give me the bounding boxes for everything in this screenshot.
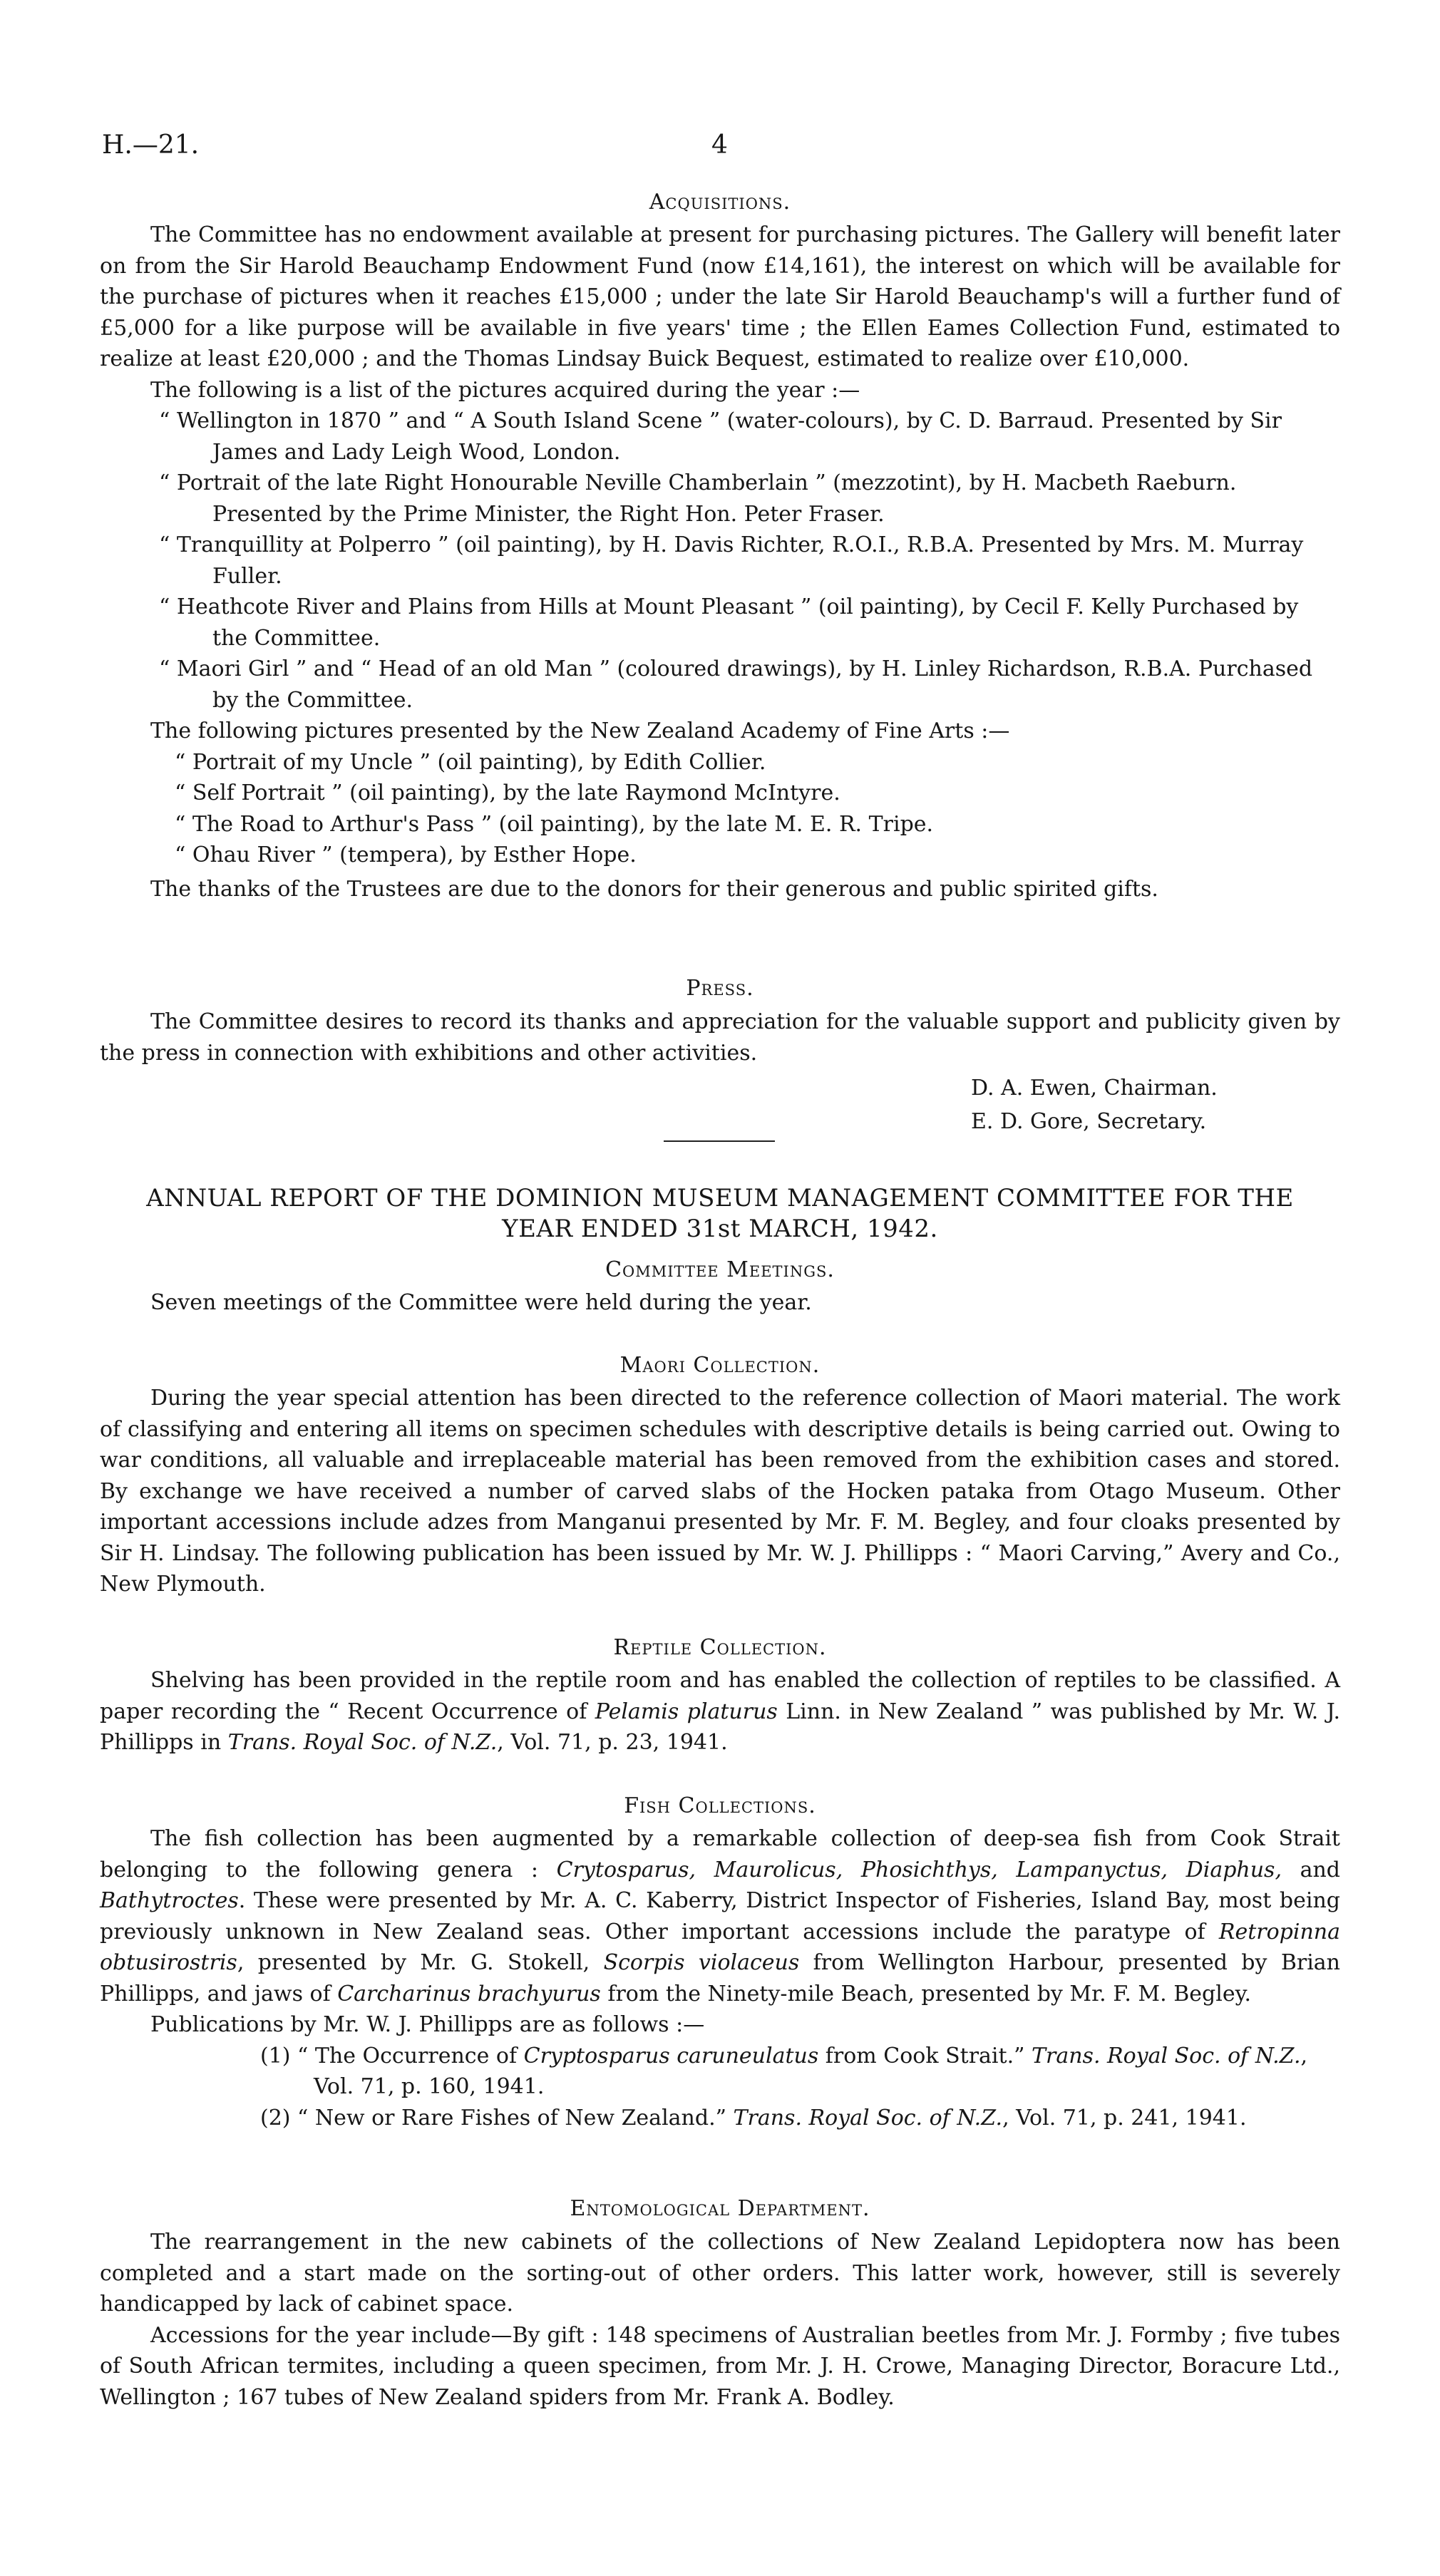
journal-name: Trans. Royal Soc. of N.Z. — [227, 1730, 498, 1755]
maori-section — [100, 1383, 1340, 1600]
report-code: H.—21. — [102, 130, 200, 160]
acquisitions-heading: Acquisitions. — [649, 190, 791, 215]
species-name: Cryptosparus caruneulatus — [523, 2043, 819, 2068]
picture-item: “ Portrait of the late Right Honourable Neville Chamberlain ” (mezzotint), by H. Macbeth Raeburn. Presented by the Prime Minister, the Right Hon. Peter Fraser. — [159, 470, 1237, 527]
entomology-paragraph: The rearrangement in the new cabinets of the collections of New Zealand Lepidoptera now has been completed and a start made on the sorting-out of other orders. This latter work, however, still is severely handicapped by lack of cabinet space. — [100, 2230, 1340, 2317]
reptile-paragraph: Shelving has been provided in the reptile room and has enabled the collection of reptiles to be classified. A paper recording the “ Recent Occurrence of Pelamis platurus Linn. in New Zealand ” was published by Mr. W. J. Phillipps in Trans. Royal Soc. of N.Z., Vol. 71, p. 23, 1941. — [100, 1668, 1340, 1755]
reptile-section — [100, 1665, 1340, 1758]
press-paragraph: The Committee desires to record its thanks and appreciation for the valuable support and publicity given by the press in connection with exhibitions and other activities. — [100, 1009, 1340, 1066]
academy-picture-item: “ Portrait of my Uncle ” (oil painting), by Edith Collier. — [175, 749, 766, 775]
reptile-heading: Reptile Collection. — [613, 1635, 827, 1660]
picture-item: “ Tranquillity at Polperro ” (oil painting), by H. Davis Richter, R.O.I., R.B.A. Presented by Mrs. M. Murray Fuller. — [159, 532, 1304, 589]
genera-list: Crytosparus, Maurolicus, Phosichthys, Lampanyctus, Diaphus, — [556, 1857, 1282, 1882]
picture-item: “ Heathcote River and Plains from Hills at Mount Pleasant ” (oil painting), by Cecil F. Kelly Purchased by the Committee. — [159, 594, 1299, 651]
accessions-paragraph: Accessions for the year include—By gift : 148 specimens of Australian beetles from Mr. J. Formby ; five tubes of South African termites, including a queen specimen, from Mr. J. H. Crowe, Managing Director, Boracure Ltd., Wellington ; 167 tubes of New Zealand spiders from Mr. Frank A. Bodley. — [100, 2322, 1340, 2410]
publication-item: (2) “ New or Rare Fishes of New Zealand.” Trans. Royal Soc. of N.Z., Vol. 71, p. 241, 1941. — [260, 2105, 1247, 2131]
thanks-paragraph: The thanks of the Trustees are due to the donors for their generous and public spirited gifts. — [150, 876, 1158, 902]
report-title-line-2: YEAR ENDED 31st MARCH, 1942. — [502, 1215, 938, 1243]
species-name: Scorpis violaceus — [603, 1950, 800, 1975]
academy-picture-item: “ Self Portrait ” (oil painting), by the late Raymond McIntyre. — [175, 780, 840, 805]
species-name: Carcharinus brachyurus — [337, 1981, 601, 2006]
page-number: 4 — [711, 130, 728, 160]
species-name: Pelamis platurus — [595, 1699, 778, 1724]
maori-heading: Maori Collection. — [619, 1353, 821, 1378]
academy-picture-item: “ Ohau River ” (tempera), by Esther Hope. — [175, 843, 637, 867]
press-section — [100, 1006, 1340, 1068]
report-title-line-1: ANNUAL REPORT OF THE DOMINION MUSEUM MANAGEMENT COMMITTEE FOR THE — [146, 1184, 1294, 1212]
publication-item: (1) “ The Occurrence of Cryptosparus caruneulatus from Cook Strait.” Trans. Royal Soc. of N.Z., Vol. 71, p. 160, 1941. — [260, 2043, 1308, 2099]
genus-name: Bathytroctes — [100, 1888, 239, 1913]
fish-paragraph: The fish collection has been augmented by a remarkable collection of deep-sea fish from Cook Strait belonging to the following genera : Crytosparus, Maurolicus, Phosichthys, Lampanyctus, Diaphus, and Bathytroctes. These were presented by Mr. A. C. Kaberry, District Inspector of Fisheries, Island Bay, most being previously unknown in New Zealand seas. Other important accessions include the paratype of Retropinna obtusirostris, presented by Mr. G. Stokell, Scorpis violaceus from Wellington Harbour, presented by Brian Phillipps, and jaws of Carcharinus brachyurus from the Ninety-mile Beach, presented by Mr. F. M. Begley. — [100, 1826, 1341, 2006]
section-divider — [664, 1140, 775, 1142]
entomology-section — [100, 2227, 1340, 2413]
academy-intro: The following pictures presented by the New Zealand Academy of Fine Arts :— — [150, 718, 1010, 743]
entomology-heading: Entomological Department. — [570, 2196, 870, 2221]
species-name: Retropinna obtusirostris — [100, 1919, 1340, 1975]
press-heading: Press. — [686, 976, 754, 1001]
chairman-signature: D. A. Ewen, Chairman. — [971, 1076, 1218, 1101]
journal-name: Trans. Royal Soc. of N.Z. — [1031, 2043, 1301, 2068]
meetings-paragraph: Seven meetings of the Committee were held during the year. — [150, 1290, 812, 1315]
fish-heading: Fish Collections. — [624, 1793, 816, 1818]
publications-intro: Publications by Mr. W. J. Phillipps are as follows :— — [150, 2012, 705, 2037]
maori-paragraph: During the year special attention has been directed to the reference collection of Maori material. The work of classifying and entering all items on specimen schedules with descriptive details is being carried out. Owing to war conditions, all valuable and irreplaceable material has been removed from the exhibition cases and stored. By exchange we have received a number of carved slabs of the Hocken pataka from Otago Museum. Other important accessions include adzes from Manganui presented by Mr. F. M. Begley, and four cloaks presented by Sir H. Lindsay. The following publication has been issued by Mr. W. J. Phillipps : “ Maori Carving,” Avery and Co., New Plymouth. — [100, 1386, 1340, 1597]
academy-picture-item: “ The Road to Arthur's Pass ” (oil painting), by the late M. E. R. Tripe. — [175, 811, 934, 837]
picture-item: “ Maori Girl ” and “ Head of an old Man ” (coloured drawings), by H. Linley Richardson, R.B.A. Purchased by the Committee. — [159, 656, 1313, 713]
acquisitions-section — [100, 220, 1340, 905]
journal-name: Trans. Royal Soc. of N.Z. — [733, 2105, 1003, 2131]
picture-item: “ Wellington in 1870 ” and “ A South Island Scene ” (water-colours), by C. D. Barraud. Presented by Sir James and Lady Leigh Wood, London. — [159, 408, 1282, 465]
meetings-section — [100, 1287, 1340, 1319]
meetings-heading: Committee Meetings. — [605, 1257, 835, 1282]
secretary-signature: E. D. Gore, Secretary. — [971, 1109, 1207, 1134]
fish-section — [100, 1823, 1340, 2133]
acquisitions-list-intro: The following is a list of the pictures acquired during the year :— — [150, 377, 860, 403]
acquisitions-paragraph: The Committee has no endowment available at present for purchasing pictures. The Gallery will benefit later on from the Sir Harold Beauchamp Endowment Fund (now £14,161), the interest on which will be available for the purchase of pictures when it reaches £15,000 ; under the late Sir Harold Beauchamp's will a further fund of £5,000 for a like purpose will be available in five years' time ; the Ellen Eames Collection Fund, estimated to realize at least £20,000 ; and the Thomas Lindsay Buick Bequest, estimated to realize over £10,000. — [100, 222, 1340, 371]
